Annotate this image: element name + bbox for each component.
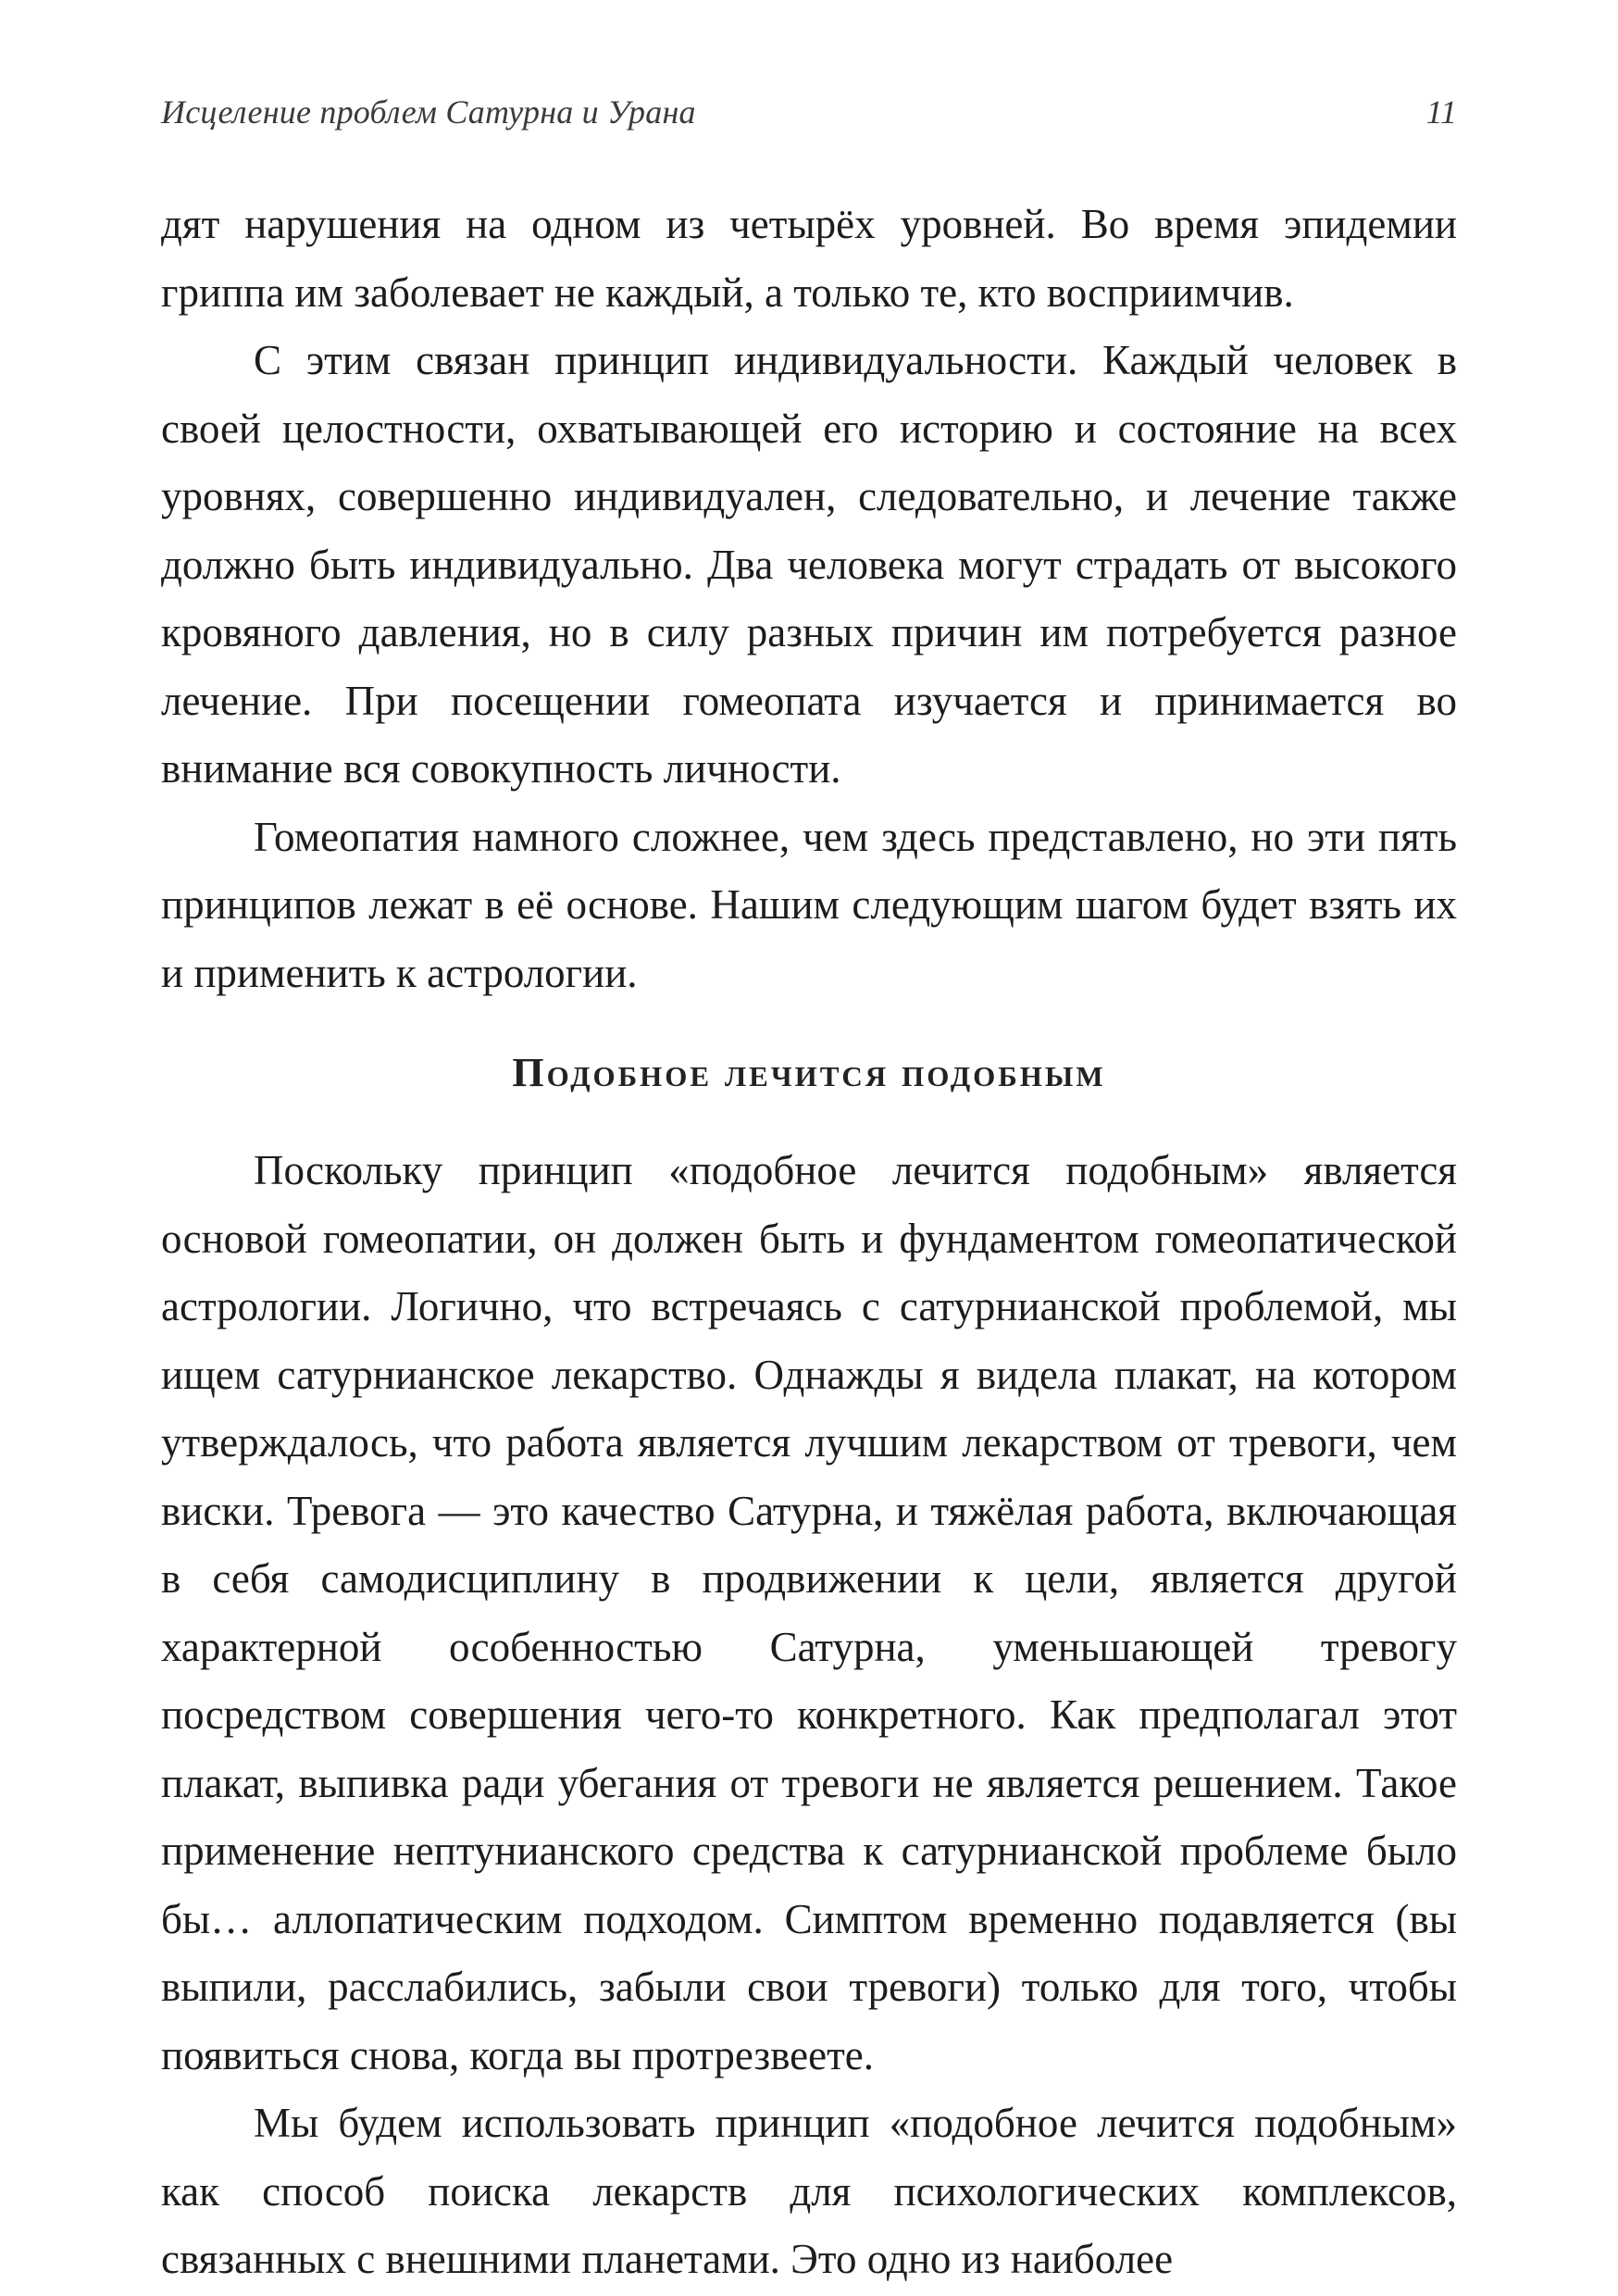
page-body bbox=[161, 191, 1457, 2294]
running-title: Исцеление проблем Сатурна и Урана bbox=[161, 94, 696, 131]
paragraph-homeopathy-summary: Гомеопатия намного сложнее, чем здесь представлено, но эти пять принципов лежат в её основе. Нашим следующим шагом будет взять их и применить к астрологии. bbox=[161, 813, 1457, 996]
paragraph-method: Мы будем использовать принцип «подобное лечится подобным» как способ поиска лекарств для психологических комплексов, связанных с внешними планетами. Это одно из наиболее bbox=[161, 2100, 1457, 2282]
paragraph-continuation: дят нарушения на одном из четырёх уровней. Во время эпидемии гриппа им заболевает не каждый, а только те, кто восприимчив. bbox=[161, 201, 1457, 316]
paragraph-like-cures-like: Поскольку принцип «подобное лечится подобным» является основой гомеопатии, он должен быть и фундаментом гомеопатической астрологии. Логично, что встречаясь с сатурнианской проблемой, мы ищем сатурнианское лекарство. Однажды я видела плакат, на котором утверждалось, что работа является лучшим лекарством от тревоги, чем виски. Тревога — это качество Сатурна, и тяжёлая работа, включающая в себя самодисциплину в продвижении к цели, является другой характерной особенностью Сатурна, уменьшающей тревогу посредством совершения чего-то конкретного. Как предполагал этот плакат, выпивка ради убегания от тревоги не является решением. Такое применение нептунианского средства к сатурнианской проблеме было бы… аллопатическим подходом. Симптом временно подавляется (вы выпили, расслабились, забыли свои тревоги) только для того, чтобы появиться снова, когда вы протрезвеете. bbox=[161, 1147, 1457, 2078]
page-number: 11 bbox=[1425, 94, 1457, 131]
section-heading: Подобное лечится подобным bbox=[512, 1050, 1106, 1095]
running-header bbox=[161, 93, 1457, 148]
paragraph-individuality: С этим связан принцип индивидуальности. Каждый человек в своей целостности, охватывающей его историю и состояние на всех уровнях, совершенно индивидуален, следовательно, и лечение также должно быть индивидуально. Два человека могут страдать от высокого кровяного давления, но в силу разных причин им потребуется разное лечение. При посещении гомеопата изучается и принимается во внимание вся совокупность личности. bbox=[161, 337, 1457, 792]
